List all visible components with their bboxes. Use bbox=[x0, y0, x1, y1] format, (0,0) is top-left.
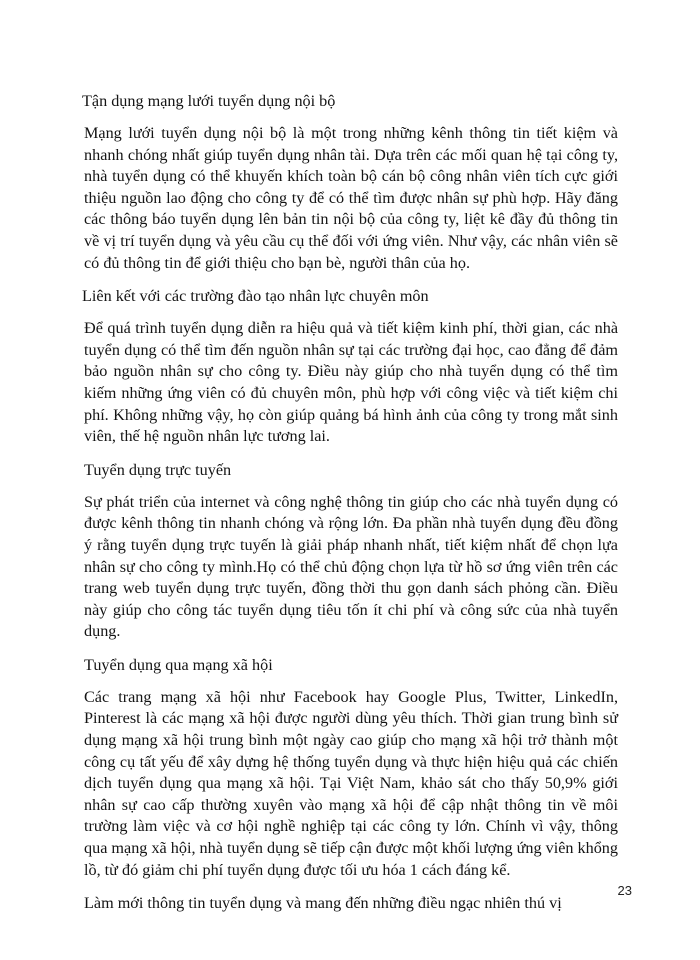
page-number: 23 bbox=[617, 883, 632, 898]
section-paragraph-internal-recruitment: Mạng lưới tuyển dụng nội bộ là một trong những kênh thông tin tiết kiệm và nhanh chóng nhất giúp tuyển dụng nhân tài. Dựa trên các mối quan hệ tại công ty, nhà tuyển dụng có thể khuyến khích toàn bộ cán bộ công nhân viên tích cực giới thiệu nguồn lao động cho công ty để có thể tìm được nhân sự phù hợp. Hãy đăng các thông báo tuyển dụng lên bản tin nội bộ của công ty, liệt kê đầy đủ thông tin về vị trí tuyển dụng và yêu cầu cụ thể đối với ứng viên. Như vậy, các nhân viên sẽ có đủ thông tin để giới thiệu cho bạn bè, người thân của họ. bbox=[84, 124, 618, 272]
section-heading-refresh-recruitment-info: Làm mới thông tin tuyển dụng và mang đến những điều ngạc nhiên thú vị bbox=[84, 894, 562, 913]
section-paragraph-training-schools: Để quá trình tuyển dụng diễn ra hiệu quả và tiết kiệm kinh phí, thời gian, các nhà tuyển dụng có thể tìm đến nguồn nhân sự tại các trường đại học, cao đẳng để đảm bảo nguồn nhân sự cho công ty. Điều này giúp cho nhà tuyển dụng có thể tìm kiếm những ứng viên có đủ chuyên môn, phù hợp với công việc và tiết kiệm chi phí. Không những vậy, họ còn giúp quảng bá hình ảnh của công ty trong mắt sinh viên, thế hệ nguồn nhân lực tương lai. bbox=[84, 319, 618, 446]
section-heading-social-recruitment: Tuyển dụng qua mạng xã hội bbox=[84, 655, 273, 674]
section-heading-online-recruitment: Tuyển dụng trực tuyến bbox=[84, 460, 232, 479]
section-heading-training-schools: Liên kết với các trường đào tạo nhân lực chuyên môn bbox=[82, 287, 429, 306]
section-heading-internal-recruitment: Tận dụng mạng lưới tuyển dụng nội bộ bbox=[82, 92, 336, 110]
document-body bbox=[82, 90, 618, 925]
section-paragraph-online-recruitment: Sự phát triển của internet và công nghệ thông tin giúp cho các nhà tuyển dụng có được kênh thông tin nhanh chóng và rộng lớn. Đa phần nhà tuyển dụng đều đồng ý rằng tuyển dụng trực tuyến là giải pháp nhanh nhất, tiết kiệm nhất để chọn lựa nhân sự cho công ty mình.Họ có thể chủ động chọn lựa từ hồ sơ ứng viên trên các trang web tuyển dụng trực tuyến, đồng thời thu gọn danh sách phỏng cần. Điều này giúp cho công tác tuyển dụng tiêu tốn ít chi phí và công sức của nhà tuyển dụng. bbox=[84, 492, 618, 641]
section-paragraph-social-recruitment: Các trang mạng xã hội như Facebook hay Google Plus, Twitter, LinkedIn, Pinterest là các mạng xã hội được người dùng yêu thích. Thời gian trung bình sử dụng mạng xã hội trung bình một ngày cao giúp cho mạng xã hội trở thành một công cụ tất yếu để xây dựng hệ thống tuyển dụng và thực hiện hiệu quả các chiến dịch tuyển dụng qua mạng xã hội. Tại Việt Nam, khảo sát cho thấy 50,9% giới nhân sự cao cấp thường xuyên vào mạng xã hội để cập nhật thông tin về môi trường làm việc và cơ hội nghề nghiệp tại các công ty lớn. Chính vì vậy, thông qua mạng xã hội, nhà tuyển dụng sẽ tiếp cận được một khối lượng ứng viên khổng lồ, từ đó giảm chi phí tuyển dụng được tối ưu hóa 1 cách đáng kể. bbox=[84, 687, 618, 879]
